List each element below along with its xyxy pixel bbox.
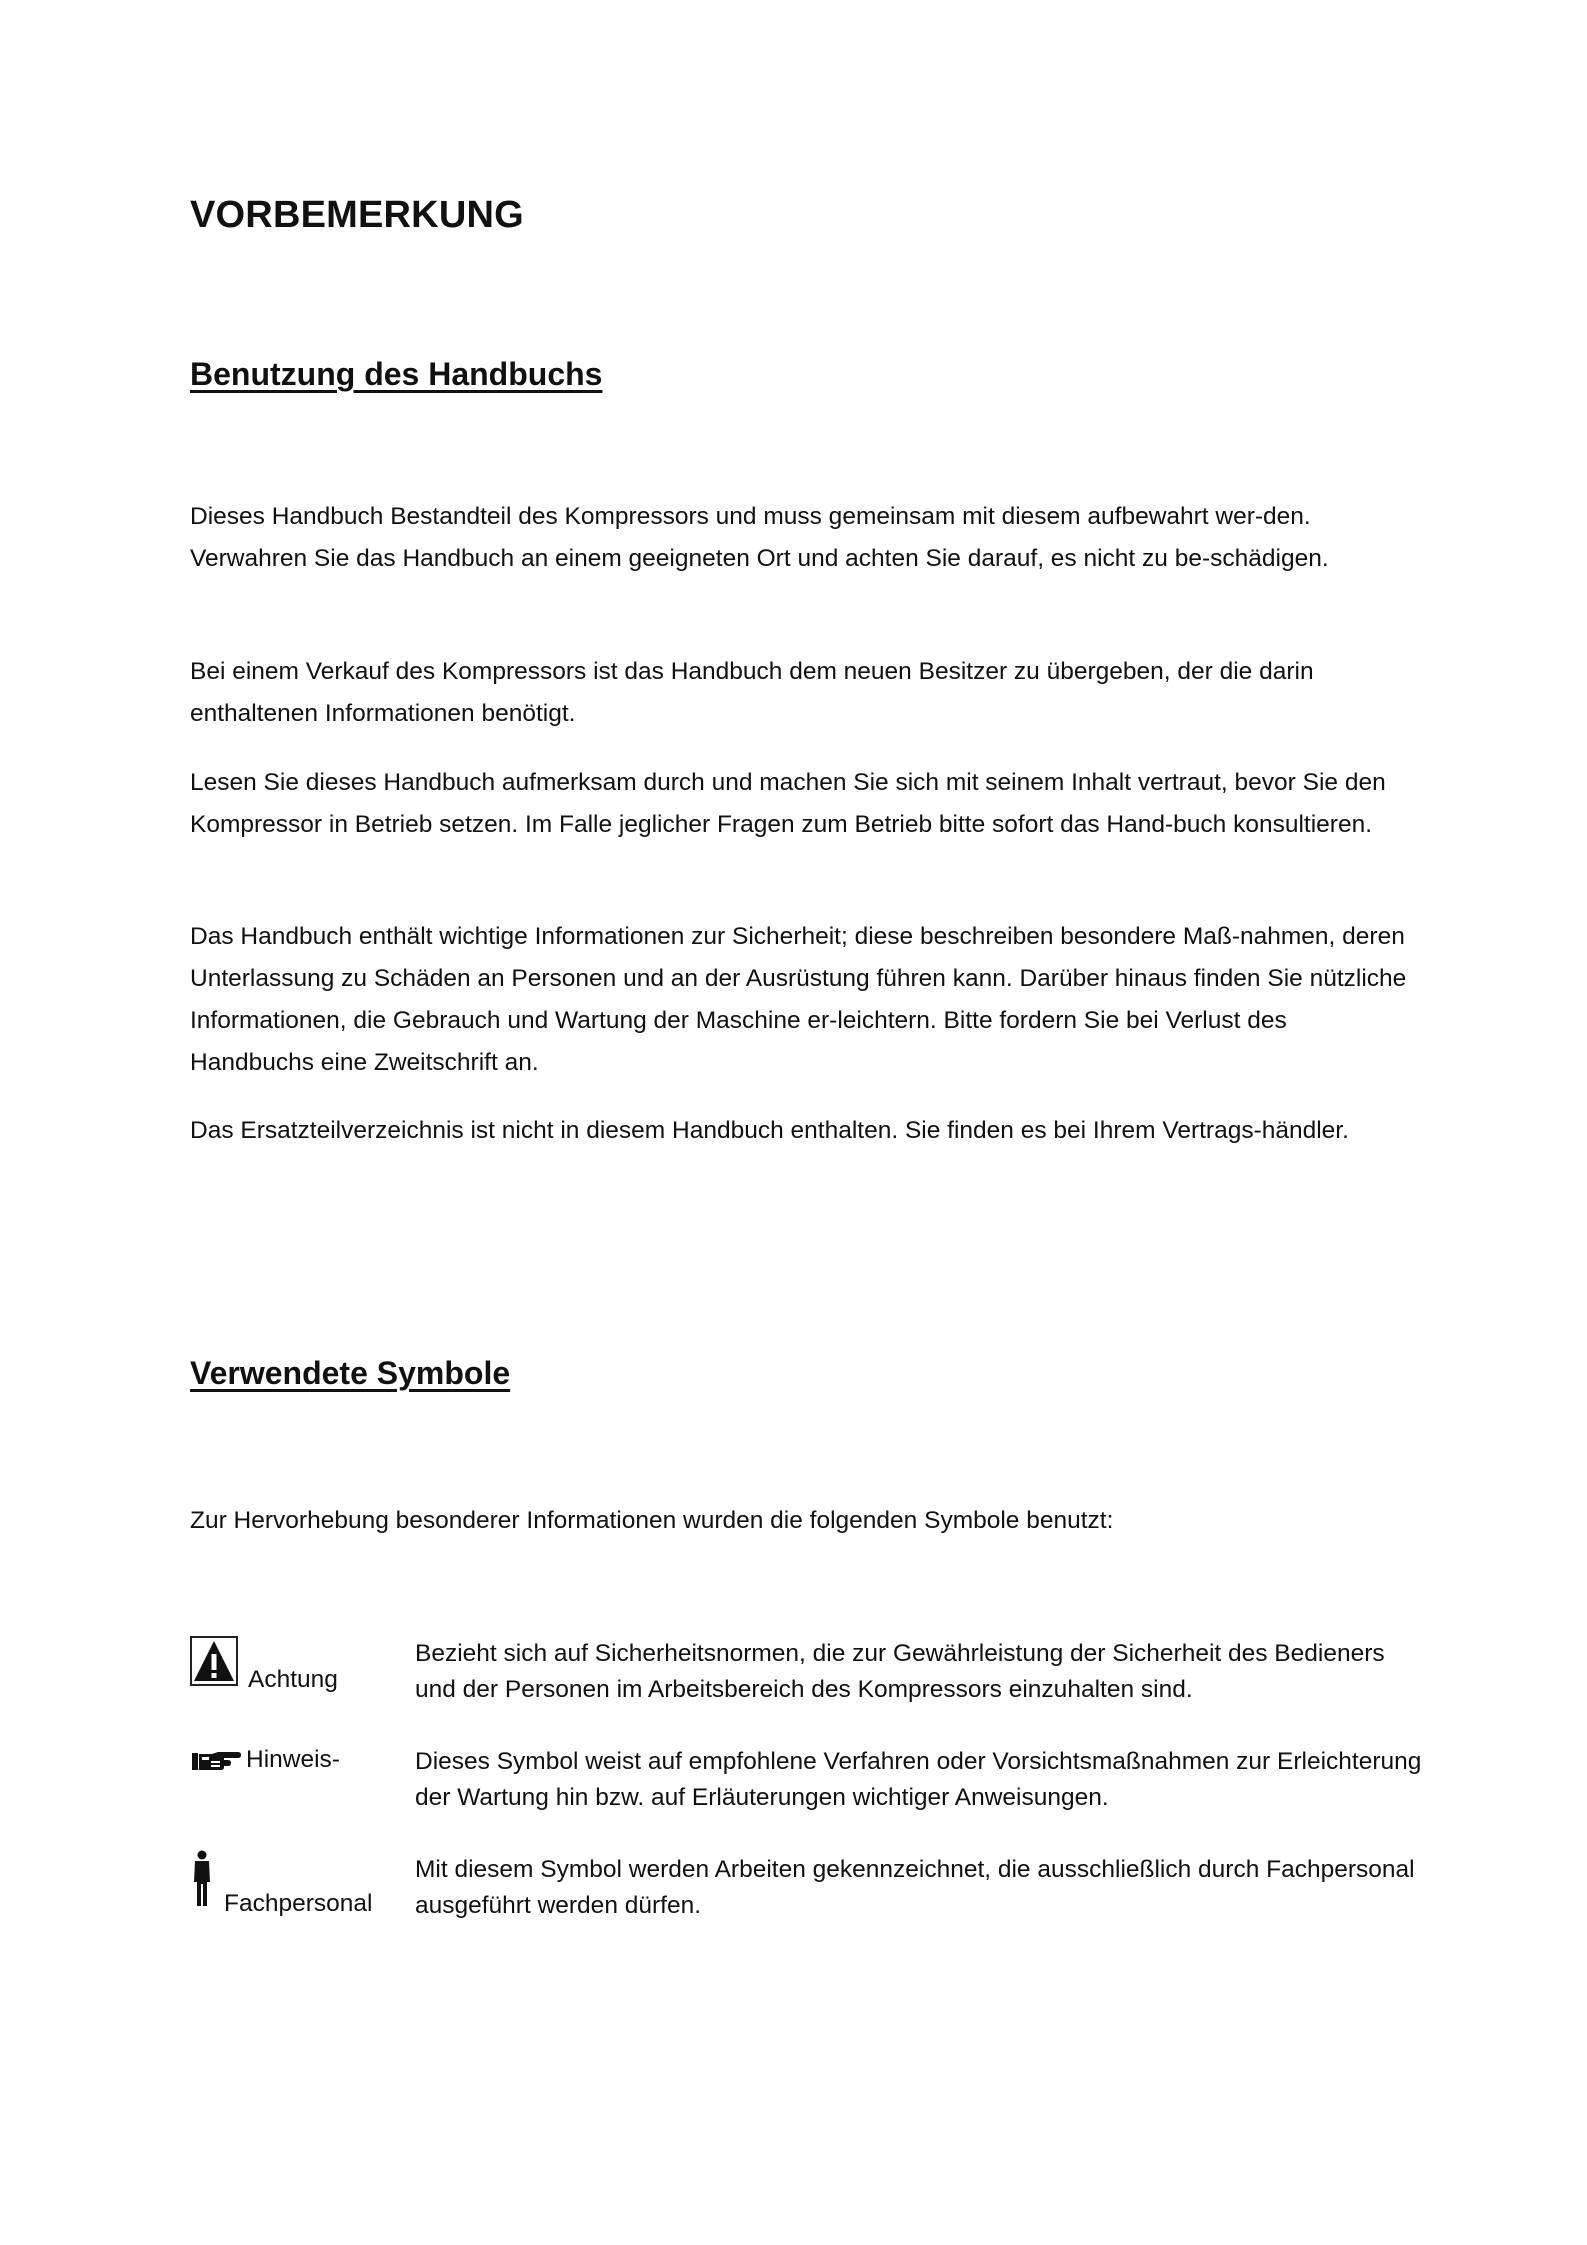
symbol-label: Hinweis- — [246, 1746, 340, 1773]
section-heading-benutzung: Benutzung des Handbuchs — [190, 356, 603, 392]
symbol-label-cell — [190, 1636, 410, 1716]
symbol-row-achtung — [190, 1636, 1420, 1716]
paragraph: Dieses Handbuch Bestandteil des Kompressors und muss gemeinsam mit diesem aufbewahrt wer-den. Verwahren Sie das Handbuch an einem geeigneten Ort und achten Sie darauf, es nicht zu be-schädigen. — [190, 503, 1329, 572]
symbol-description: Bezieht sich auf Sicherheitsnormen, die zur Gewährleistung der Sicherheit des Bedieners und der Personen im Arbeitsbereich des Kompressors einzuhalten sind. — [415, 1640, 1385, 1703]
paragraph: Das Handbuch enthält wichtige Informationen zur Sicherheit; diese beschreiben besondere Maß-nahmen, deren Unterlassung zu Schäden an Personen und an der Ausrüstung führen kann. Darüber hinaus finden Sie nützliche Informationen, die Gebrauch und Wartung der Maschine er-leichtern. Bitte fordern Sie bei Verlust des Handbuchs eine Zweitschrift an. — [190, 923, 1407, 1076]
symbol-label-cell — [190, 1852, 410, 1932]
symbol-description: Dieses Symbol weist auf empfohlene Verfahren oder Vorsichtsmaßnahmen zur Erleichterung der Wartung hin bzw. auf Erläuterungen wichtiger Anweisungen. — [415, 1748, 1422, 1811]
symbol-description: Mit diesem Symbol werden Arbeiten gekennzeichnet, die ausschließlich durch Fachpersonal ausgeführt werden dürfen. — [415, 1856, 1415, 1919]
symbols-intro: Zur Hervorhebung besonderer Informationen wurden die folgenden Symbole benutzt: — [190, 1507, 1114, 1534]
page-title: VORBEMERKUNG — [190, 194, 524, 236]
symbol-row-fachpersonal — [190, 1852, 1420, 1932]
pointing-hand-icon — [190, 1750, 242, 1772]
symbol-label: Fachpersonal — [224, 1890, 373, 1917]
section-heading-symbole: Verwendete Symbole — [190, 1355, 511, 1391]
symbol-label-cell — [190, 1744, 410, 1824]
paragraph: Das Ersatzteilverzeichnis ist nicht in diesem Handbuch enthalten. Sie finden es bei Ihrem Vertrags-händler. — [190, 1117, 1349, 1144]
person-icon — [192, 1850, 212, 1908]
warning-triangle-icon — [190, 1636, 238, 1686]
paragraph: Bei einem Verkauf des Kompressors ist das Handbuch dem neuen Besitzer zu übergeben, der die darin enthaltenen Informationen benötigt. — [190, 658, 1314, 727]
symbol-row-hinweis — [190, 1744, 1420, 1824]
symbol-label: Achtung — [248, 1666, 338, 1693]
paragraph: Lesen Sie dieses Handbuch aufmerksam durch und machen Sie sich mit seinem Inhalt vertraut, bevor Sie den Kompressor in Betrieb setzen. Im Falle jeglicher Fragen zum Betrieb bitte sofort das Hand-buch konsultieren. — [190, 769, 1386, 838]
